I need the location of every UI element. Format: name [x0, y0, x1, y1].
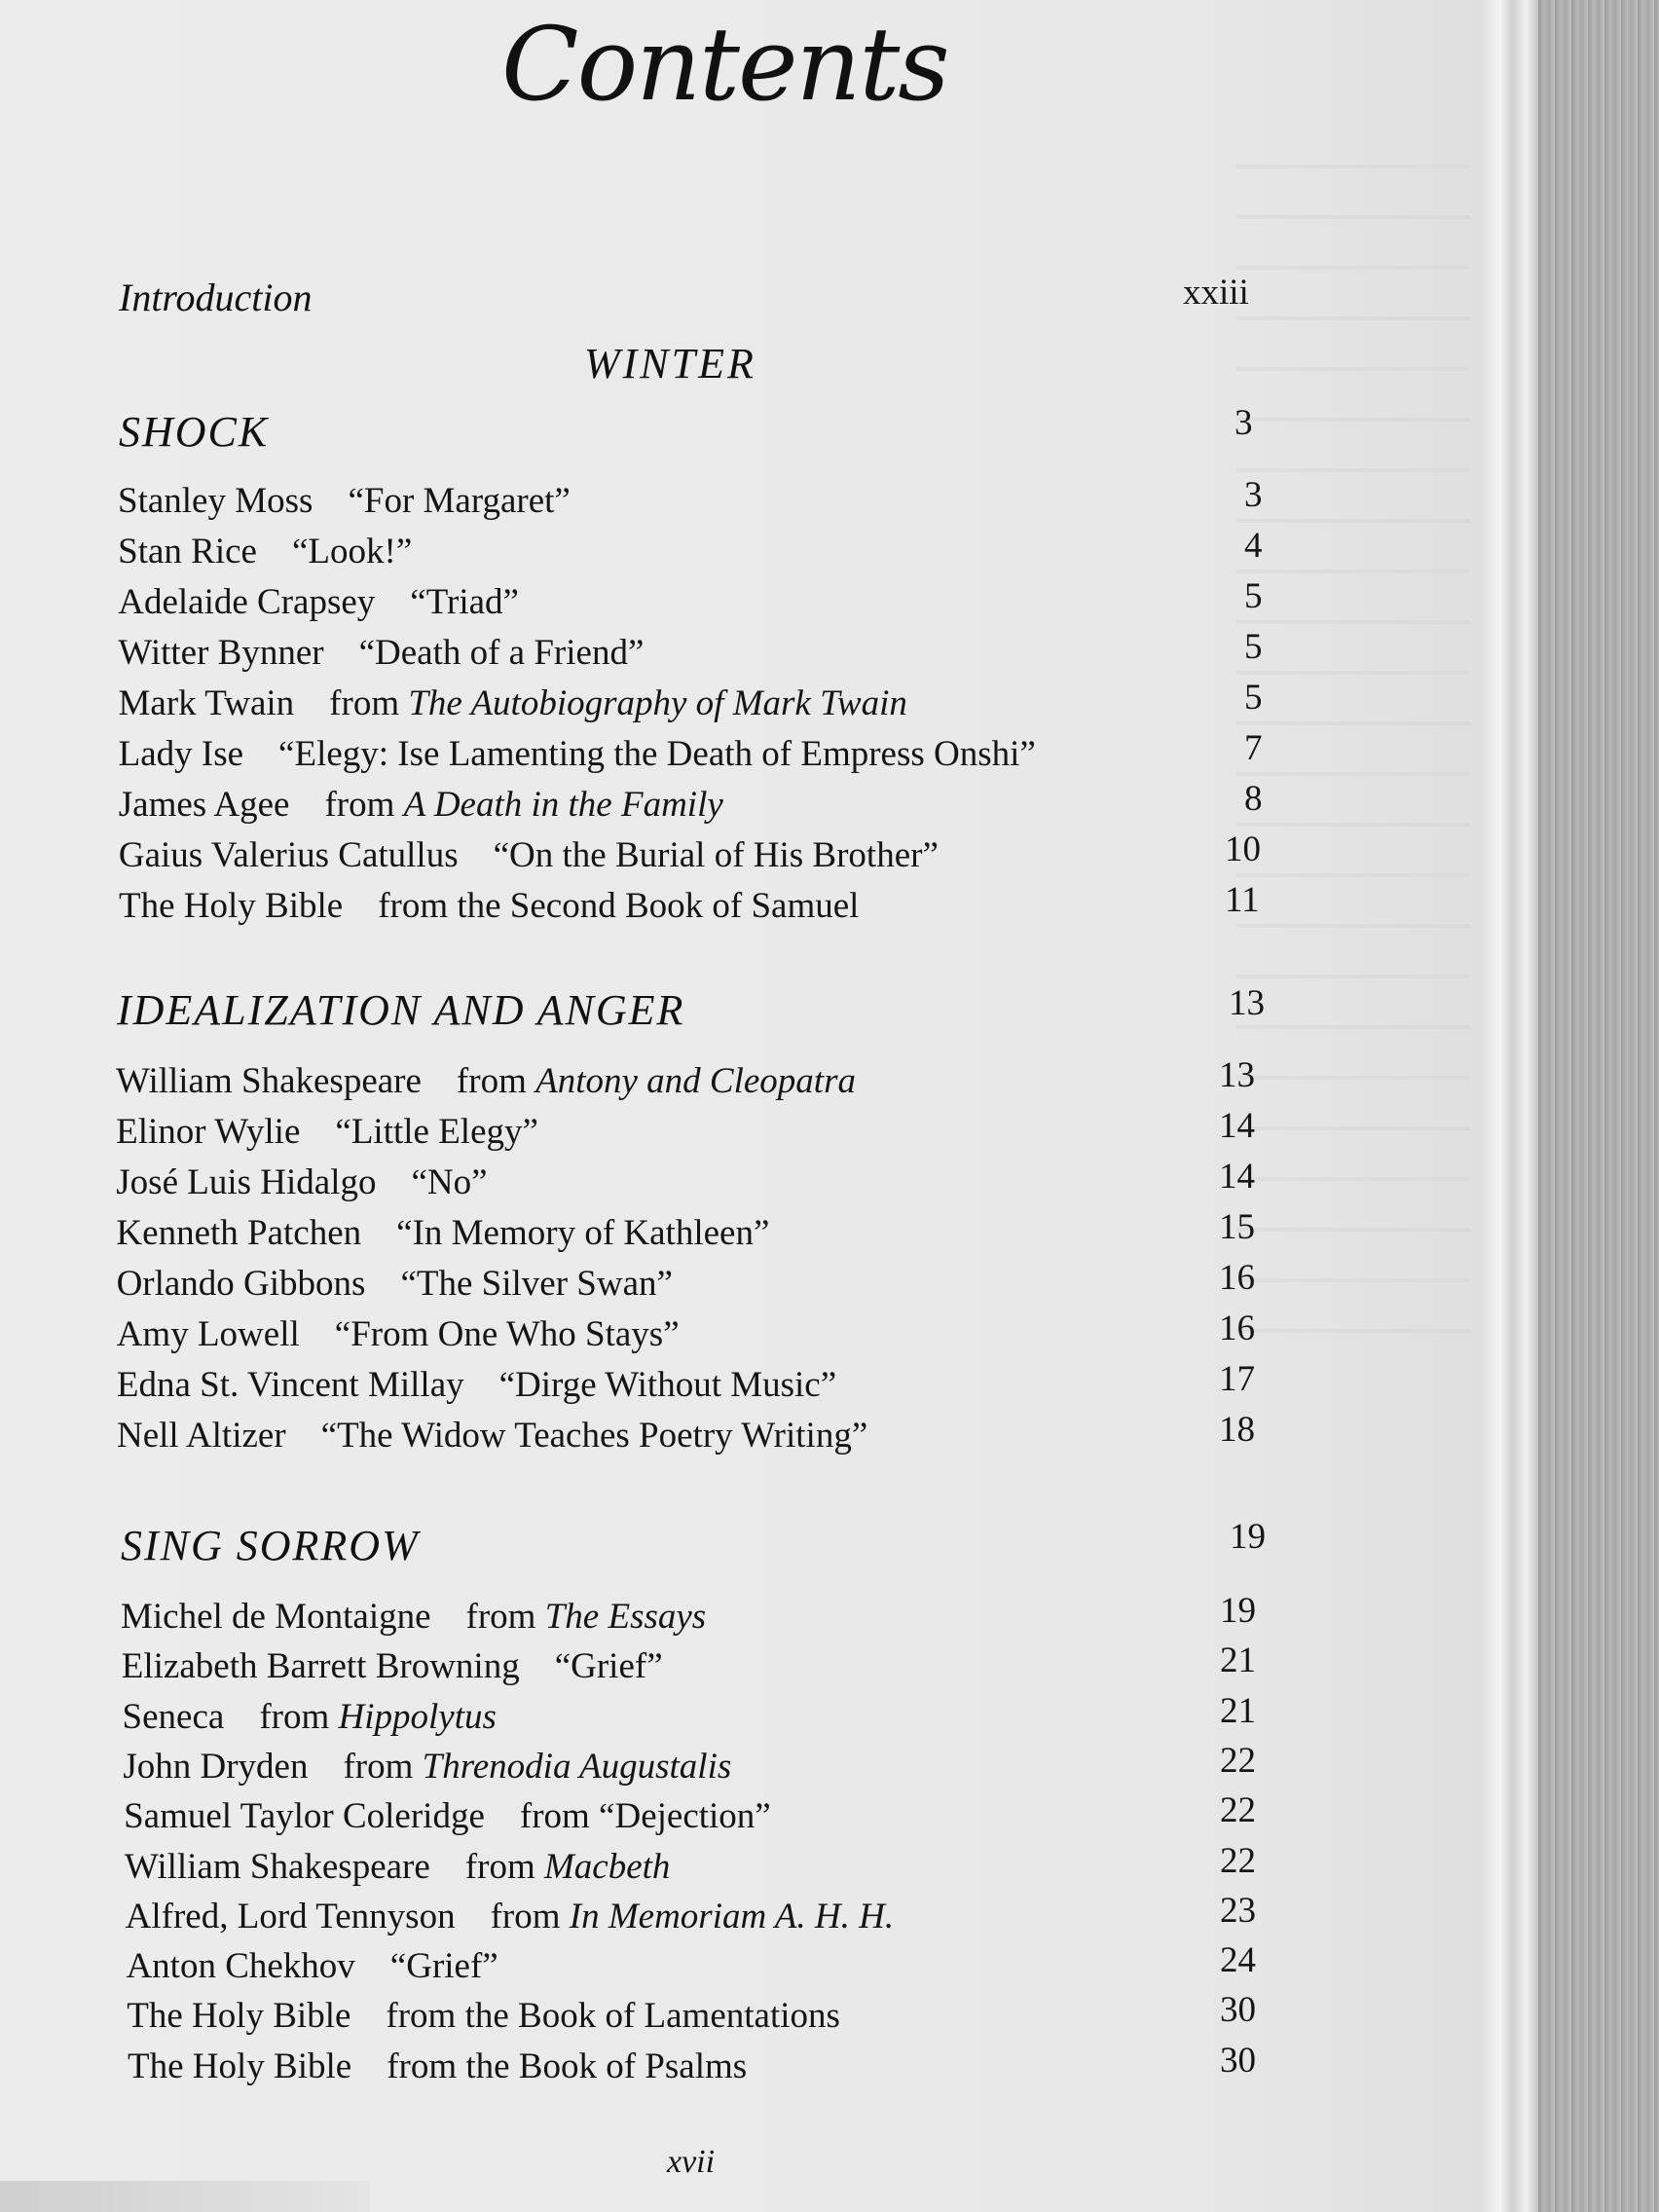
entry-work-title: “Elegy: Ise Lamenting the Death of Empress Onshi”	[278, 734, 1036, 774]
entry-page-number: 15	[1219, 1207, 1255, 1247]
toc-entry[interactable]	[118, 479, 571, 524]
entry-page-number: 10	[1225, 830, 1261, 869]
entry-prefix: from	[329, 683, 409, 723]
entry-author: William Shakespeare	[116, 1061, 422, 1101]
section-page-number: 19	[1230, 1517, 1266, 1557]
entry-page-number: 17	[1219, 1359, 1255, 1399]
entry-work-title: “For Margaret”	[348, 481, 571, 521]
entry-work-title: from “Dejection”	[519, 1796, 771, 1837]
entry-page-number: 19	[1220, 1591, 1256, 1631]
entry-author: Elizabeth Barrett Browning	[121, 1646, 520, 1687]
page-title: Contents	[501, 5, 948, 124]
section-heading: SHOCK	[119, 408, 270, 456]
entry-page-number: 7	[1244, 728, 1263, 768]
entry-page-number: 5	[1244, 627, 1263, 667]
entry-work-title: Hippolytus	[338, 1696, 497, 1737]
entry-work-title: “Grief”	[554, 1646, 663, 1687]
entry-work-title: from the Book of Psalms	[387, 2046, 748, 2086]
entry-author: Adelaide Crapsey	[118, 582, 376, 622]
section-heading: SING SORROW	[121, 1522, 420, 1569]
entry-author: Seneca	[122, 1696, 225, 1737]
entry-work-title: A Death in the Family	[403, 785, 723, 825]
entry-page-number: 22	[1220, 1840, 1256, 1881]
entry-author: Alfred, Lord Tennyson	[125, 1896, 456, 1936]
entry-prefix: from	[464, 1846, 544, 1887]
toc-entry[interactable]	[116, 1059, 856, 1104]
toc-entry[interactable]	[117, 1262, 673, 1307]
entry-page-number: 16	[1219, 1309, 1255, 1348]
introduction-label: Introduction	[119, 276, 313, 319]
entry-work-title: “From One Who Stays”	[334, 1314, 680, 1354]
entry-work-title: “Triad”	[410, 582, 519, 622]
entry-author: James Agee	[118, 785, 290, 825]
entry-work-title: “Death of a Friend”	[358, 633, 645, 673]
entry-work-title: “The Silver Swan”	[400, 1264, 673, 1304]
entry-prefix: from	[343, 1746, 423, 1787]
entry-page-number: 13	[1219, 1055, 1255, 1095]
entry-page-number: 14	[1219, 1106, 1255, 1146]
entry-author: Anton Chekhov	[126, 1946, 355, 1987]
entry-page-number: 8	[1244, 779, 1263, 819]
entry-author: Nell Altizer	[117, 1416, 286, 1456]
entry-author: Witter Bynner	[118, 633, 324, 673]
entry-work-title: “Grief”	[389, 1946, 498, 1987]
show-through-text	[1236, 131, 1470, 1339]
entry-work-title: “Little Elegy”	[335, 1112, 538, 1152]
entry-author: Michel de Montaigne	[121, 1597, 431, 1637]
entry-work-title: Antony and Cleopatra	[535, 1061, 856, 1101]
toc-entry[interactable]	[128, 2045, 747, 2089]
season-heading: WINTER	[584, 340, 756, 387]
toc-entry[interactable]	[126, 1895, 894, 1939]
entry-work-title: “In Memory of Kathleen”	[396, 1213, 770, 1253]
toc-entry[interactable]	[126, 1944, 498, 1989]
entry-prefix: from	[465, 1597, 545, 1637]
toc-entry[interactable]	[119, 833, 939, 878]
entry-page-number: 14	[1219, 1157, 1255, 1197]
entry-work-title: Macbeth	[543, 1846, 671, 1887]
toc-entry[interactable]	[123, 1745, 731, 1789]
toc-entry[interactable]	[117, 1363, 836, 1408]
entry-work-title: The Autobiography of Mark Twain	[408, 683, 907, 723]
entry-page-number: 30	[1220, 2040, 1256, 2081]
toc-entry[interactable]	[119, 884, 859, 929]
entry-prefix: from	[490, 1896, 570, 1936]
book-spine-edge	[1538, 0, 1659, 2212]
entry-author: José Luis Hidalgo	[116, 1162, 377, 1202]
entry-page-number: 5	[1244, 576, 1263, 616]
entry-work-title: “Look!”	[291, 532, 413, 571]
toc-entry[interactable]	[123, 1695, 497, 1740]
entry-page-number: 22	[1220, 1740, 1256, 1781]
entry-author: Lady Ise	[118, 734, 244, 774]
watermark-strip	[0, 2181, 370, 2212]
entry-page-number: 4	[1244, 526, 1263, 566]
toc-entry[interactable]	[118, 580, 519, 625]
section-page-number: 13	[1229, 983, 1265, 1023]
entry-work-title: In Memoriam A. H. H.	[569, 1896, 895, 1936]
entry-page-number: 21	[1220, 1690, 1256, 1731]
entry-author: Edna St. Vincent Millay	[116, 1365, 464, 1405]
toc-entry[interactable]	[117, 1312, 680, 1357]
toc-entry[interactable]	[119, 732, 1036, 777]
toc-entry[interactable]	[121, 1595, 706, 1640]
toc-entry[interactable]	[125, 1845, 671, 1890]
entry-work-title: from the Second Book of Samuel	[378, 886, 860, 926]
toc-entry[interactable]	[119, 682, 907, 726]
entry-author: John Dryden	[123, 1746, 309, 1787]
entry-page-number: 3	[1244, 475, 1263, 515]
entry-author: William Shakespeare	[124, 1846, 430, 1887]
entry-work-title: Threnodia Augustalis	[422, 1746, 732, 1787]
entry-page-number: 30	[1220, 1990, 1256, 2031]
section-heading: IDEALIZATION AND ANGER	[117, 986, 685, 1034]
entry-work-title: “Dirge Without Music”	[498, 1365, 837, 1405]
entry-author: Stanley Moss	[118, 481, 313, 521]
toc-entry[interactable]	[117, 1414, 867, 1458]
page-folio: xvii	[667, 2144, 716, 2180]
entry-work-title: “On the Burial of His Brother”	[493, 835, 939, 875]
entry-page-number: 16	[1219, 1258, 1255, 1298]
entry-author: Gaius Valerius Catullus	[118, 835, 459, 875]
entry-author: The Holy Bible	[127, 1996, 351, 2037]
entry-page-number: 5	[1244, 678, 1263, 718]
page-edge	[1480, 0, 1538, 2212]
entry-prefix: from	[259, 1696, 339, 1737]
entry-page-number: 24	[1220, 1940, 1256, 1981]
toc-entry[interactable]	[119, 783, 723, 828]
introduction-page: xxiii	[1183, 273, 1249, 313]
toc-entry[interactable]	[116, 1211, 769, 1256]
entry-page-number: 22	[1220, 1790, 1256, 1831]
toc-entry[interactable]	[116, 1110, 538, 1155]
toc-entry[interactable]	[127, 1994, 840, 2039]
entry-work-title: from the Book of Lamentations	[386, 1996, 840, 2037]
toc-entry[interactable]	[116, 1161, 487, 1205]
entry-author: Kenneth Patchen	[116, 1213, 362, 1253]
entry-prefix: from	[456, 1061, 536, 1101]
entry-author: Amy Lowell	[116, 1314, 300, 1354]
toc-entry[interactable]	[118, 530, 412, 574]
entry-work-title: “The Widow Teaches Poetry Writing”	[320, 1416, 868, 1456]
entry-author: Elinor Wylie	[116, 1112, 301, 1152]
toc-entry[interactable]	[122, 1644, 663, 1689]
entry-page-number: 18	[1219, 1410, 1255, 1450]
entry-author: The Holy Bible	[128, 2046, 352, 2086]
entry-author: Orlando Gibbons	[116, 1264, 366, 1304]
entry-page-number: 21	[1220, 1641, 1256, 1681]
entry-author: The Holy Bible	[119, 886, 344, 926]
entry-author: Mark Twain	[118, 683, 295, 723]
toc-entry[interactable]	[124, 1794, 771, 1839]
toc-entry[interactable]	[118, 631, 644, 676]
entry-author: Samuel Taylor Coleridge	[124, 1796, 485, 1837]
entry-page-number: 11	[1225, 880, 1260, 920]
entry-work-title: The Essays	[544, 1597, 707, 1637]
entry-work-title: “No”	[411, 1162, 488, 1202]
entry-page-number: 23	[1220, 1890, 1256, 1931]
entry-author: Stan Rice	[118, 532, 257, 571]
section-page-number: 3	[1235, 403, 1253, 443]
entry-prefix: from	[324, 785, 404, 825]
